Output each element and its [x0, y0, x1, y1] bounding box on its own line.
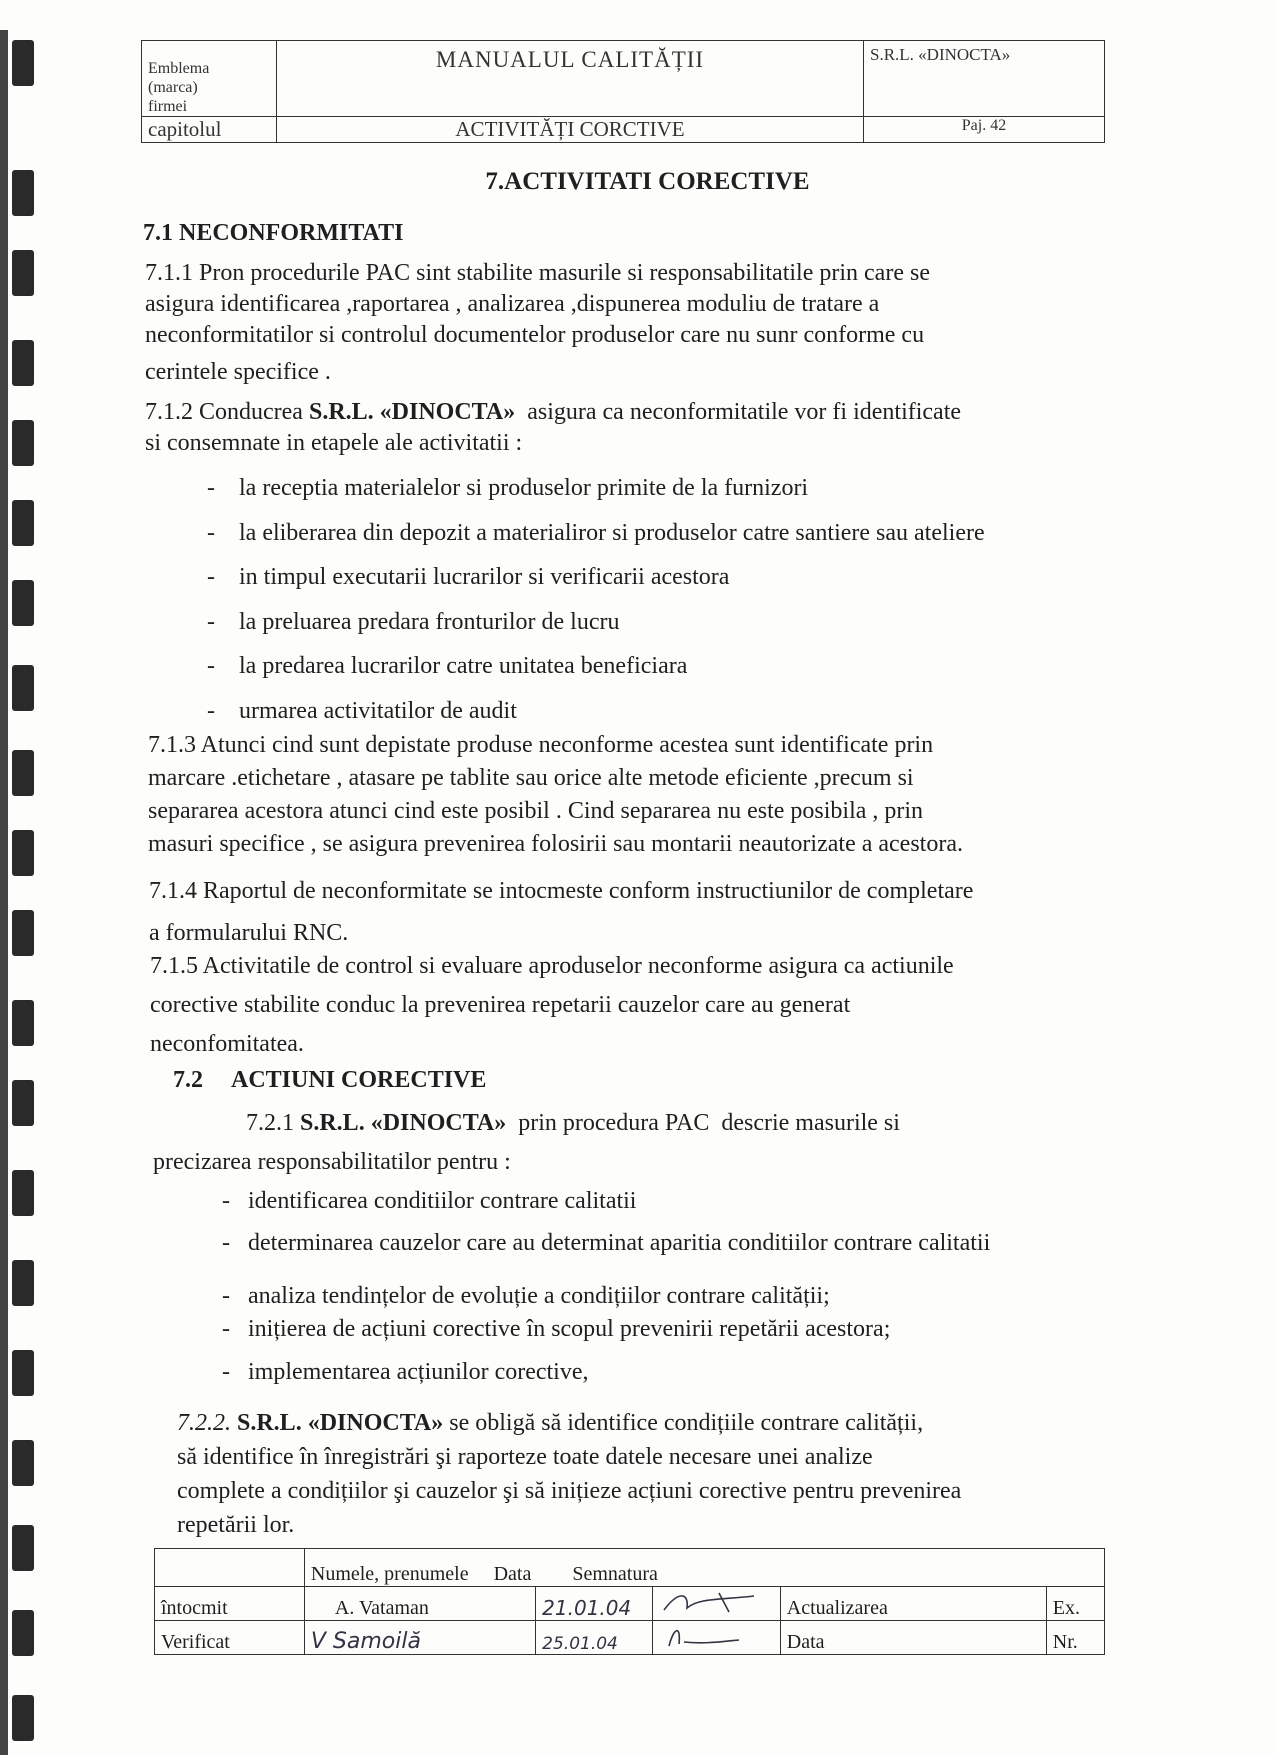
- binder-hole: [12, 830, 34, 876]
- paragraph-7-2-1: [153, 1104, 900, 1182]
- list-item-text: determinarea cauzelor care au determinat aparitia conditiilor contrare calitatii: [248, 1230, 991, 1256]
- binder-hole: [12, 40, 34, 86]
- page-number: Paj. 42: [864, 117, 1105, 143]
- section-number: 7.2: [173, 1067, 203, 1093]
- signature-cell: [653, 1587, 780, 1621]
- approval-table: [154, 1548, 1105, 1655]
- text-span: 7.2.1: [246, 1110, 300, 1136]
- list-item-text: implementarea acțiunilor corective,: [248, 1359, 589, 1385]
- binder-hole: [12, 665, 34, 711]
- binder-hole: [12, 1350, 34, 1396]
- list-item-text: identificarea conditiilor contrare calitatii: [248, 1188, 637, 1214]
- signature-cell: [653, 1621, 780, 1655]
- text-line: neconfomitatea.: [150, 1031, 304, 1057]
- binder-hole: [12, 1260, 34, 1306]
- text-span: 7.1.2 Conducrea: [145, 399, 309, 425]
- list-item: - urmarea activitatilor de audit: [207, 697, 517, 724]
- emblem-text: (marca): [148, 79, 198, 96]
- paragraph-7-1-2: [145, 397, 961, 459]
- text-line: repetării lor.: [177, 1512, 295, 1538]
- text-line: marcare .etichetare , atasare pe tablite sau orice alte metode eficiente ,precum si: [148, 765, 914, 791]
- text-line: neconformitatilor si controlul documentelor produselor care nu sunr conforme cu: [145, 322, 925, 348]
- emblem-text: Emblema: [148, 60, 210, 77]
- binder-hole: [12, 580, 34, 626]
- text-line: si consemnate in etapele ale activitatii :: [145, 430, 523, 456]
- text-line: complete a condițiilor şi cauzelor şi să inițieze acțiuni corective pentru prevenirea: [177, 1478, 962, 1504]
- text-line: să identifice în înregistrări şi raporteze toate datele necesare unei analize: [177, 1444, 873, 1470]
- column-name-header: Numele, prenumele: [310, 1563, 469, 1585]
- column-signature-header: Semnatura: [572, 1563, 658, 1585]
- list-item-text: analiza tendințelor de evoluție a condițiilor contrare calității;: [248, 1283, 830, 1309]
- list-item-text: la predarea lucrarilor catre unitatea beneficiara: [239, 653, 688, 680]
- list-item: - implementarea acțiunilor corective,: [222, 1359, 589, 1385]
- paragraph-7-2-2: [177, 1406, 961, 1542]
- binder-hole: [12, 500, 34, 546]
- list-item-text: la preluarea predara fronturilor de lucru: [239, 608, 620, 635]
- section-heading-7-2: [173, 1067, 486, 1094]
- ex-label: Ex.: [1046, 1587, 1104, 1621]
- text-line: corective stabilite conduc la prevenirea repetarii cauzelor care au generat: [150, 992, 851, 1018]
- nr-label: Nr.: [1046, 1621, 1104, 1655]
- binder-hole: [12, 1525, 34, 1571]
- binder-hole: [12, 1000, 34, 1046]
- binder-hole: [12, 420, 34, 466]
- section-heading-7-1: 7.1 NECONFORMITATI: [143, 220, 404, 246]
- company-name: S.R.L. «DINOCTA»: [308, 399, 516, 425]
- list-item: - identificarea conditiilor contrare calitatii: [222, 1188, 637, 1214]
- prepared-date: 21.01.04: [536, 1587, 653, 1621]
- text-line: precizarea responsabilitatilor pentru :: [153, 1149, 511, 1175]
- handwritten-signature-icon: [659, 1622, 759, 1648]
- list-item: - la preluarea predara fronturilor de lucru: [207, 608, 620, 635]
- paragraph-7-1-3: [148, 729, 963, 861]
- binder-hole: [12, 750, 34, 796]
- binder-hole: [12, 340, 34, 386]
- list-item: - determinarea cauzelor care au determinat aparitia conditiilor contrare calitatii: [222, 1230, 991, 1256]
- list-item: - la eliberarea din depozit a materialiror si produselor catre santiere sau ateliere: [207, 519, 985, 546]
- paragraph-7-1-1: [145, 258, 930, 388]
- binder-hole: [12, 1610, 34, 1656]
- binder-hole: [12, 1170, 34, 1216]
- bullet-list-7-1: [207, 466, 985, 734]
- column-date-header: Data: [493, 1563, 532, 1585]
- text-line: 7.1.5 Activitatile de control si evaluare aproduselor neconforme asigura ca actiunile: [150, 953, 954, 979]
- text-line: 7.1.3 Atunci cind sunt depistate produse neconforme acestea sunt identificate prin: [148, 732, 934, 758]
- list-item: - la receptia materialelor si produselor primite de la furnizori: [207, 475, 809, 501]
- list-item: - la predarea lucrarilor catre unitatea beneficiara: [207, 653, 688, 680]
- list-item-text: in timpul executarii lucrarilor si verificarii acestora: [239, 564, 730, 591]
- header-table: [141, 40, 1105, 143]
- text-span: asigura ca neconformitatile vor fi identificate: [515, 399, 962, 425]
- handwritten-signature-icon: [659, 1588, 759, 1614]
- emblem-text: firmei: [148, 98, 188, 115]
- row-label-verificat: Verificat: [155, 1621, 305, 1655]
- binder-hole: [12, 1080, 34, 1126]
- text-span: 7.2.2.: [177, 1410, 237, 1436]
- text-line: 7.1.1 Pron procedurile PAC sint stabilite masurile si responsabilitatile prin care se: [145, 260, 930, 286]
- column-headers: [304, 1549, 1104, 1587]
- section-title: ACTIUNI CORECTIVE: [231, 1067, 487, 1093]
- text-line: masuri specifice , se asigura prevenirea folosirii sau montarii neautorizate a acestora.: [148, 831, 963, 857]
- text-line: 7.1.4 Raportul de neconformitate se intocmeste conform instructiunilor de completare: [149, 878, 974, 904]
- binder-strip: [0, 0, 50, 1755]
- binder-hole: [12, 250, 34, 296]
- update-label: Actualizarea: [780, 1587, 1046, 1621]
- text-span: se obligă să identifice condițiile contrare calității,: [443, 1410, 924, 1436]
- manual-title: MANUALUL CALITĂȚII: [277, 41, 864, 117]
- verified-date: 25.01.04: [536, 1621, 653, 1655]
- list-item: - in timpul executarii lucrarilor si verificarii acestora: [207, 564, 730, 591]
- list-item: - inițierea de acțiuni corective în scopul prevenirii repetării acestora;: [222, 1316, 891, 1342]
- list-item: - analiza tendințelor de evoluție a condițiilor contrare calității;: [222, 1283, 830, 1309]
- verified-by-name: V Samoilă: [304, 1621, 535, 1655]
- row-label-intocmit: întocmit: [155, 1587, 305, 1621]
- empty-cell: [155, 1549, 305, 1587]
- binder-hole: [12, 1695, 34, 1741]
- chapter-title: ACTIVITĂȚI CORCTIVE: [277, 117, 864, 143]
- text-line: separarea acestora atunci cind este posibil . Cind separarea nu este posibila , prin: [148, 798, 924, 824]
- prepared-by-name: A. Vataman: [304, 1587, 535, 1621]
- company-name: S.R.L. «DINOCTA»: [237, 1410, 444, 1436]
- page-title: 7.ACTIVITATI CORECTIVE: [485, 168, 810, 195]
- paragraph-7-1-4: [149, 870, 973, 954]
- binder-edge: [0, 30, 8, 1755]
- text-span: prin procedura PAC descrie masurile si: [506, 1110, 900, 1136]
- paragraph-7-1-5: [150, 947, 954, 1064]
- company-name: S.R.L. «DINOCTA»: [300, 1110, 507, 1136]
- text-line: cerintele specifice .: [145, 359, 331, 385]
- company-name: S.R.L. «DINOCTA»: [864, 41, 1105, 117]
- text-line: a formularului RNC.: [149, 920, 349, 946]
- binder-hole: [12, 1440, 34, 1486]
- list-item-text: inițierea de acțiuni corective în scopul prevenirii repetării acestora;: [248, 1316, 891, 1342]
- text-line: asigura identificarea ,raportarea , analizarea ,dispunerea moduliu de tratare a: [145, 291, 880, 317]
- list-item-text: la receptia materialelor si produselor primite de la furnizori: [239, 475, 809, 501]
- emblem-cell: [142, 41, 277, 117]
- list-item-text: urmarea activitatilor de audit: [239, 697, 517, 724]
- date-label: Data: [780, 1621, 1046, 1655]
- list-item-text: la eliberarea din depozit a materialiror si produselor catre santiere sau ateliere: [239, 519, 985, 546]
- chapter-label: capitolul: [142, 117, 277, 143]
- binder-hole: [12, 910, 34, 956]
